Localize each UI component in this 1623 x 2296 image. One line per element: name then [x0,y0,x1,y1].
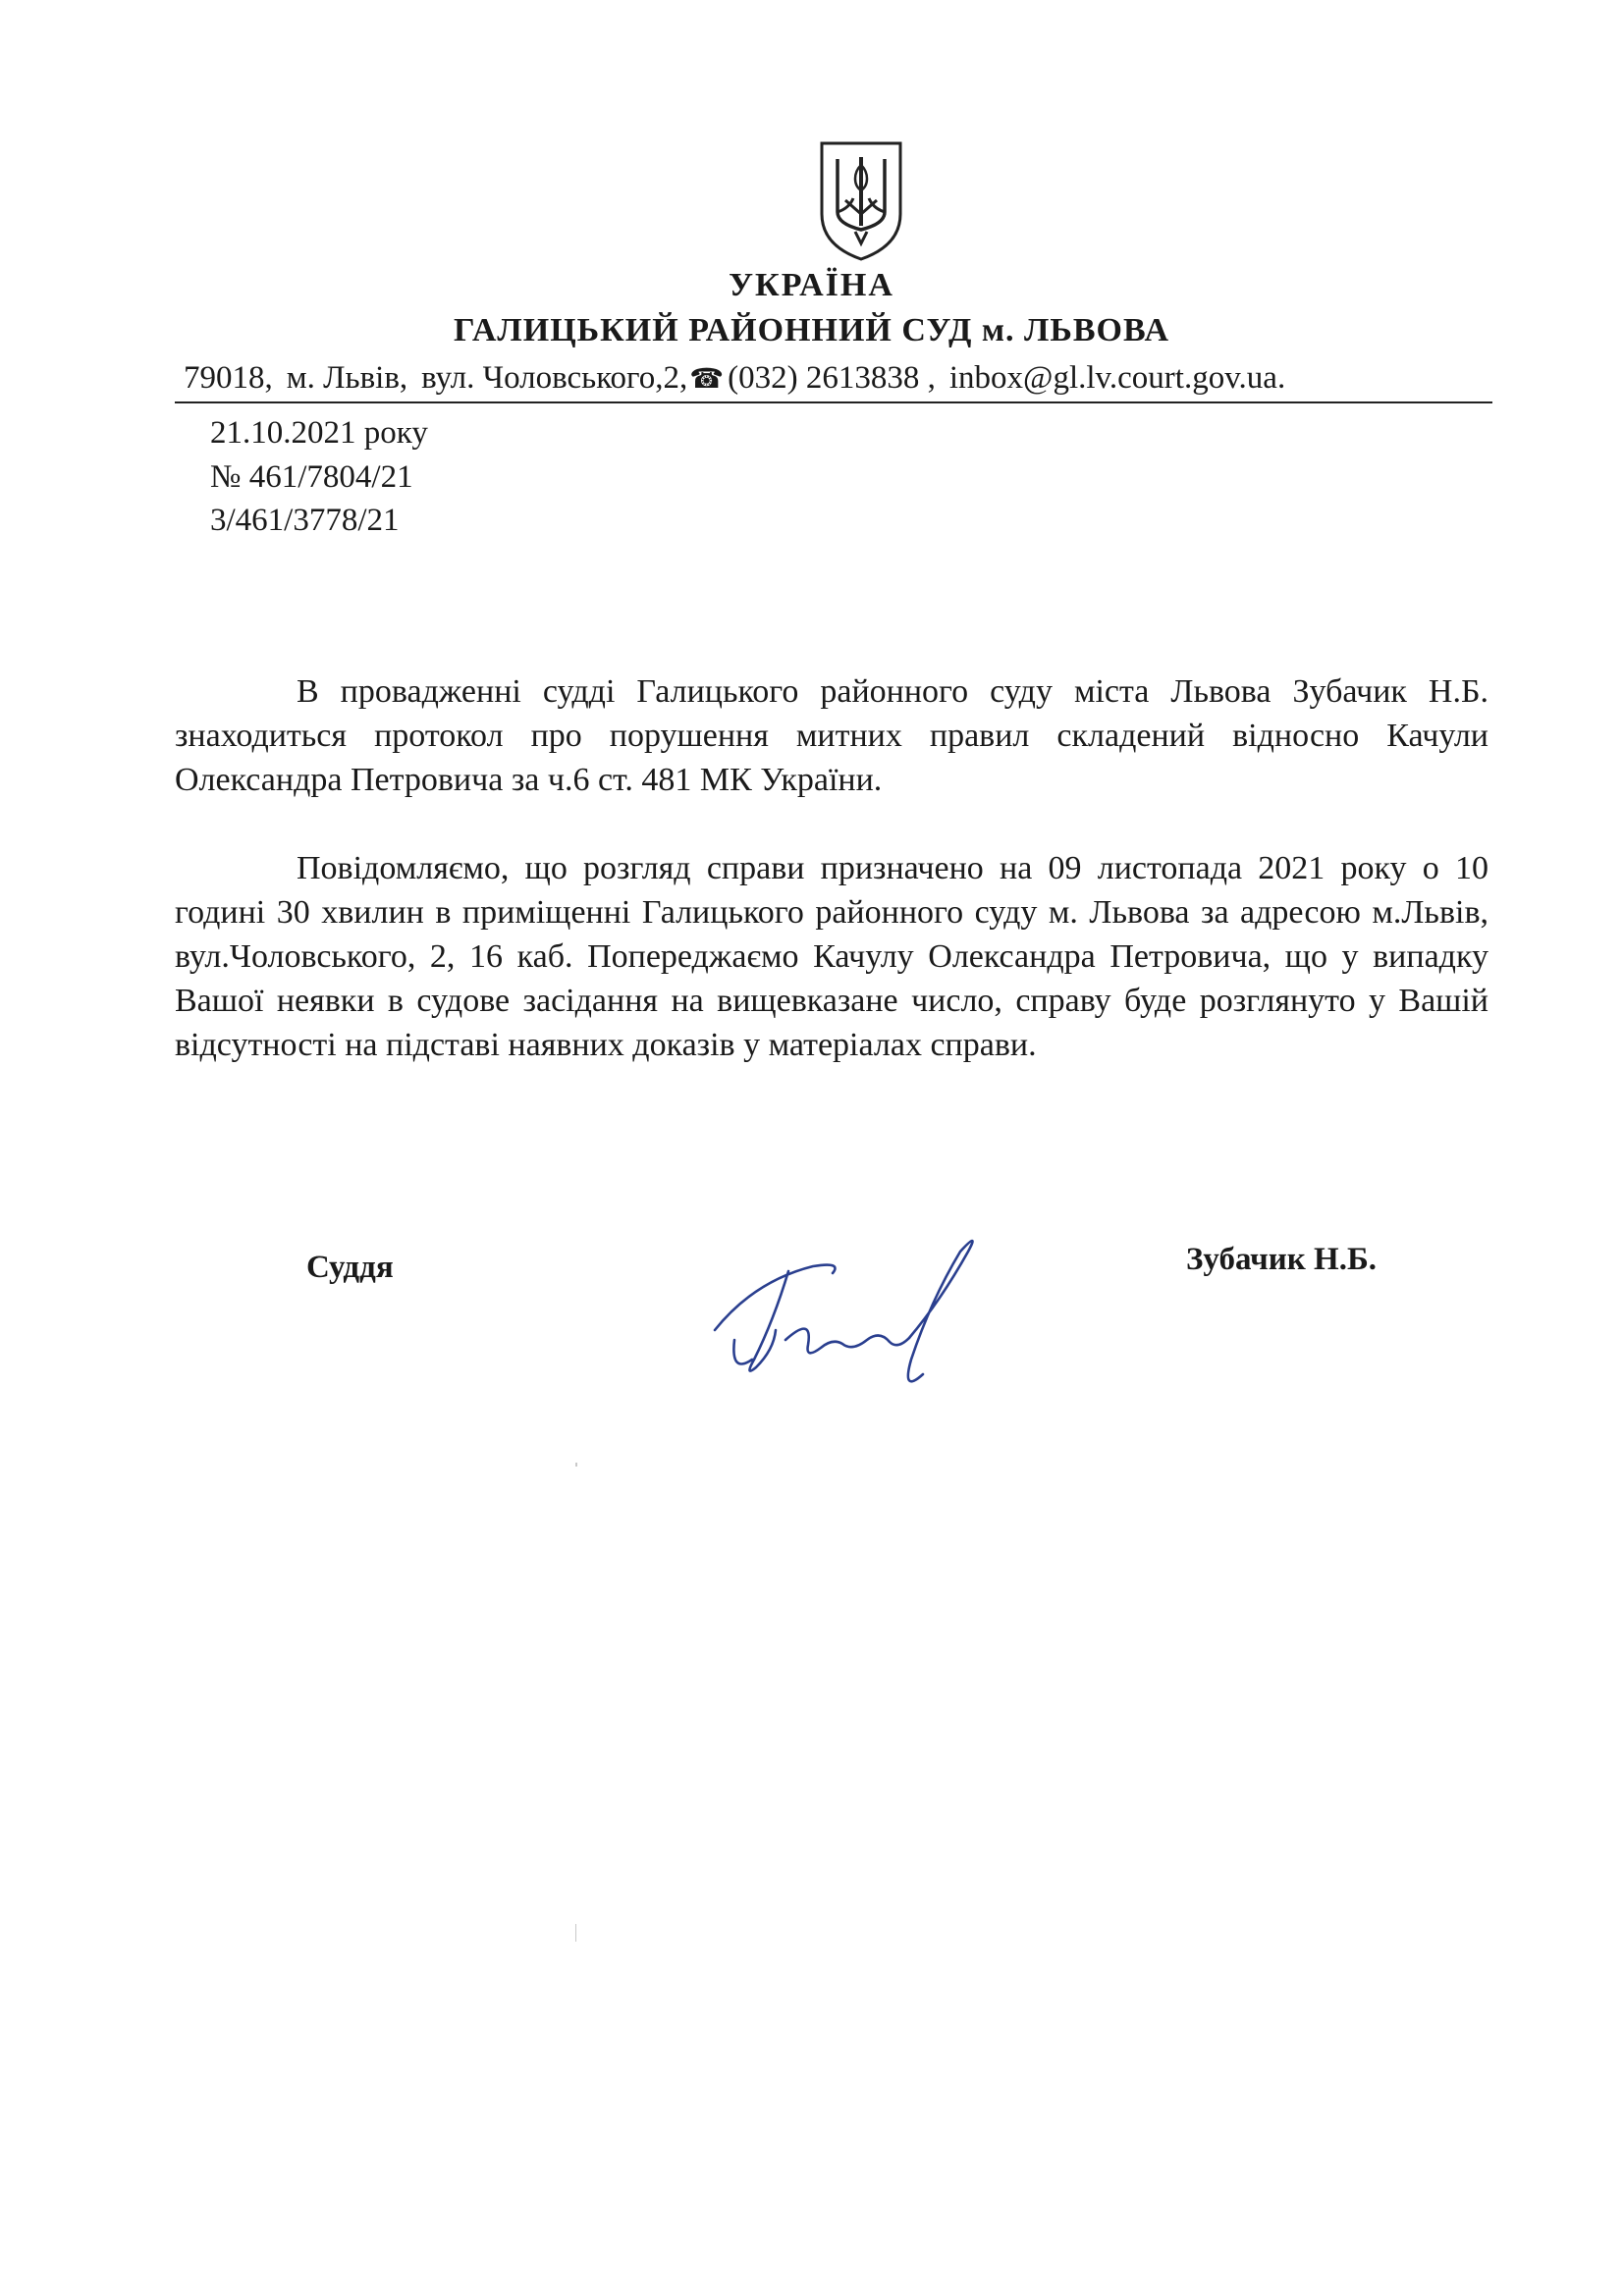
registration-number: 3/461/3778/21 [210,503,400,538]
body-paragraph-2: Повідомляємо, що розгляд справи призначено на 09 листопада 2021 року о 10 годині 30 хвилин в приміщенні Галицького районного суду м. Львова за адресою м.Львів, вул.Чоловського, 2, 16 каб. Попереджаємо Качулу Олександра Петровича, що у випадку Вашої неявки в судове засідання на вищевказане число, справу буде розглянуто у Вашій відсутності на підставі наявних доказів у матеріалах справи. [175,850,1488,1063]
signatory-title: Суддя [306,1250,394,1285]
street: вул. Чоловського,2, [421,360,688,396]
court-address [184,360,1285,397]
case-number: № 461/7804/21 [210,459,413,495]
header-divider [175,401,1492,403]
telephone-icon: ☎ [689,362,725,395]
handwritten-signature [695,1212,1009,1409]
email-address: inbox@gl.lv.court.gov.ua. [948,360,1286,396]
postal-code: 79018, [184,360,273,396]
city: м. Львів, [286,360,408,396]
scan-artifact [575,1924,576,1942]
court-name: ГАЛИЦЬКИЙ РАЙОННИЙ СУД м. ЛЬВОВА [453,312,1170,348]
document-date: 21.10.2021 року [210,415,428,451]
trident-emblem-icon [816,135,906,263]
phone-number: (032) 2613838 , [728,360,936,396]
country-title: УКРАЇНА [729,267,894,303]
scan-artifact [575,1463,577,1467]
body-paragraph-1: В провадженні судді Галицького районного суду міста Львова Зубачик Н.Б. знаходиться протокол про порушення митних правил складений відносно Качули Олександра Петровича за ч.6 ст. 481 МК України. [175,673,1488,798]
signatory-name: Зубачик Н.Б. [1186,1242,1378,1277]
